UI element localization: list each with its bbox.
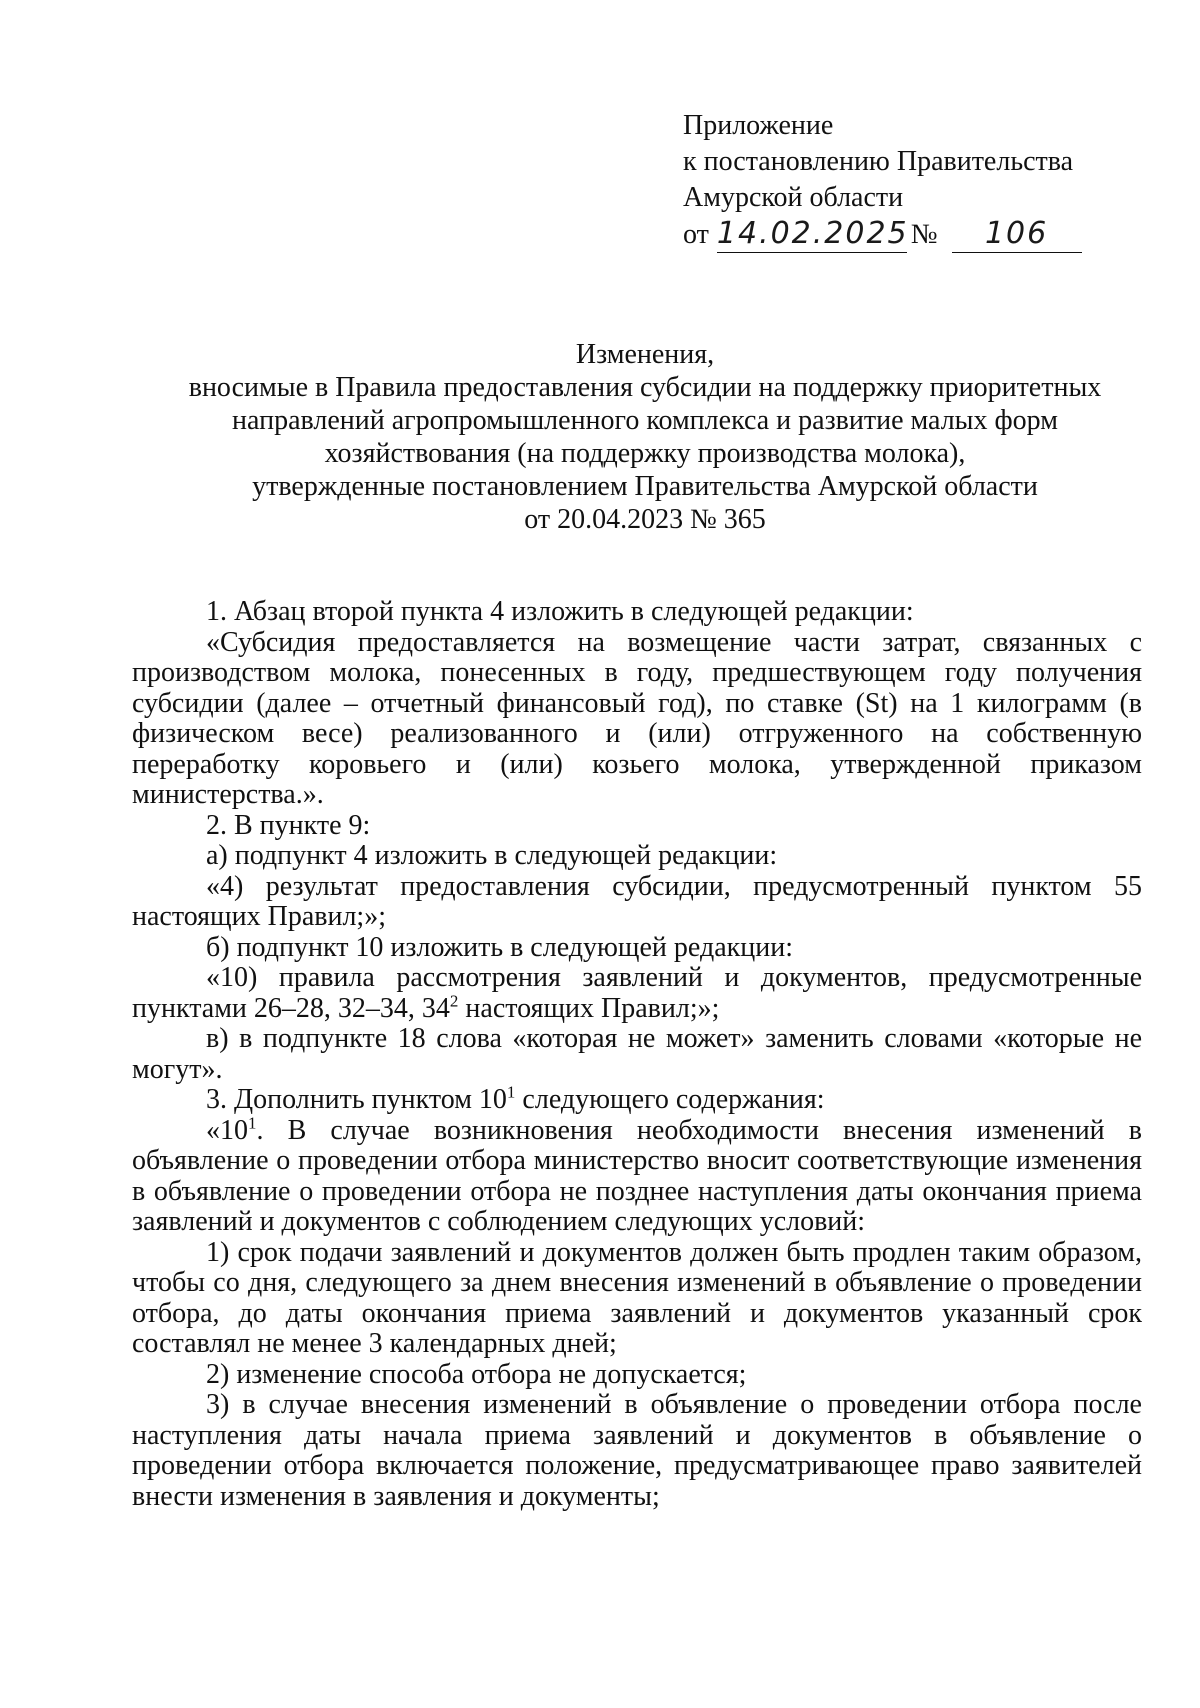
from-label: от [683, 219, 709, 250]
paragraph-12: 2) изменение способа отбора не допускается; [206, 1358, 747, 1390]
paragraph-7-text: «10) правила рассмотрения заявлений и документов, предусмотренные пунктами 26–28, 32–34, 34 [132, 962, 1142, 1024]
document-title [120, 338, 1170, 536]
appendix-region: Амурской области [683, 182, 904, 213]
title-line-5: утвержденные постановлением Правительства Амурской области [252, 471, 1038, 502]
appendix-reference: к постановлению Правительства [683, 146, 1074, 177]
paragraph-7-text-end: настоящих Правил;»; [458, 992, 720, 1024]
document-body [132, 597, 1142, 1512]
superscript: 2 [449, 991, 459, 1011]
paragraph-8: в) в подпункте 18 слова «которая не может» заменить словами «которые не могут». [132, 1023, 1142, 1085]
paragraph-10-text: «10 [206, 1114, 248, 1146]
paragraph-9-text-end: следующего содержания: [515, 1084, 825, 1115]
paragraph-9-text: 3. Дополнить пунктом 10 [206, 1084, 507, 1115]
superscript: 1 [506, 1082, 516, 1102]
number-label: № [910, 219, 938, 250]
paragraph-11: 1) срок подачи заявлений и документов должен быть продлен таким образом, чтобы со дня, следующего за днем внесения изменений в объявление о проведении отбора, до даты окончания приема заявлений и документов указанный срок составлял не менее 3 календарных дней; [132, 1236, 1142, 1359]
paragraph-10-text-end: . В случае возникновения необходимости внесения изменений в объявление о проведении отбора министерство вносит соответствующие изменения в объявление о проведении отбора не позднее наступления даты окончания приема заявлений и документов с соблюдением следующих условий: [132, 1114, 1142, 1237]
title-line-2: вносимые в Правила предоставления субсидии на поддержку приоритетных [188, 372, 1102, 403]
paragraph-1: 1. Абзац второй пункта 4 изложить в следующей редакции: [206, 596, 914, 627]
superscript: 1 [248, 1113, 257, 1133]
appendix-date-number-row [683, 216, 1123, 253]
paragraph-5: «4) результат предоставления субсидии, предусмотренный пунктом 55 настоящих Правил;»; [132, 870, 1142, 932]
paragraph-4: а) подпункт 4 изложить в следующей редакции: [206, 840, 778, 871]
appendix-block [683, 108, 1123, 253]
handwritten-number: 106 [952, 216, 1082, 253]
paragraph-3: 2. В пункте 9: [206, 809, 371, 841]
paragraph-2: «Субсидия предоставляется на возмещение части затрат, связанных с производством молока, понесенных в году, предшествующем году получения субсидии (далее – отчетный финансовый год), по ставке (St) на 1 килограмм (в физическом весе) реализованного и (или) отгруженного на собственную переработку коровьего и (или) козьего молока, утвержденной приказом министерства.». [132, 626, 1142, 810]
title-line-4: хозяйствования (на поддержку производства молока), [324, 438, 966, 469]
paragraph-9 [132, 1082, 1142, 1116]
paragraph-10 [132, 1113, 1142, 1238]
title-line-6: от 20.04.2023 № 365 [524, 504, 766, 535]
paragraph-6: б) подпункт 10 изложить в следующей редакции: [206, 931, 793, 963]
title-line-3: направлений агропромышленного комплекса и развитие малых форм [232, 405, 1058, 436]
paragraph-13: 3) в случае внесения изменений в объявление о проведении отбора после наступления даты начала приема заявлений и документов в объявление о проведении отбора включается положение, предусматривающее право заявителей внести изменения в заявления и документы; [132, 1389, 1142, 1512]
title-line-1: Изменения, [575, 339, 715, 370]
paragraph-7 [132, 963, 1142, 1024]
appendix-title: Приложение [683, 110, 834, 141]
handwritten-date: 14.02.2025 [716, 216, 909, 251]
